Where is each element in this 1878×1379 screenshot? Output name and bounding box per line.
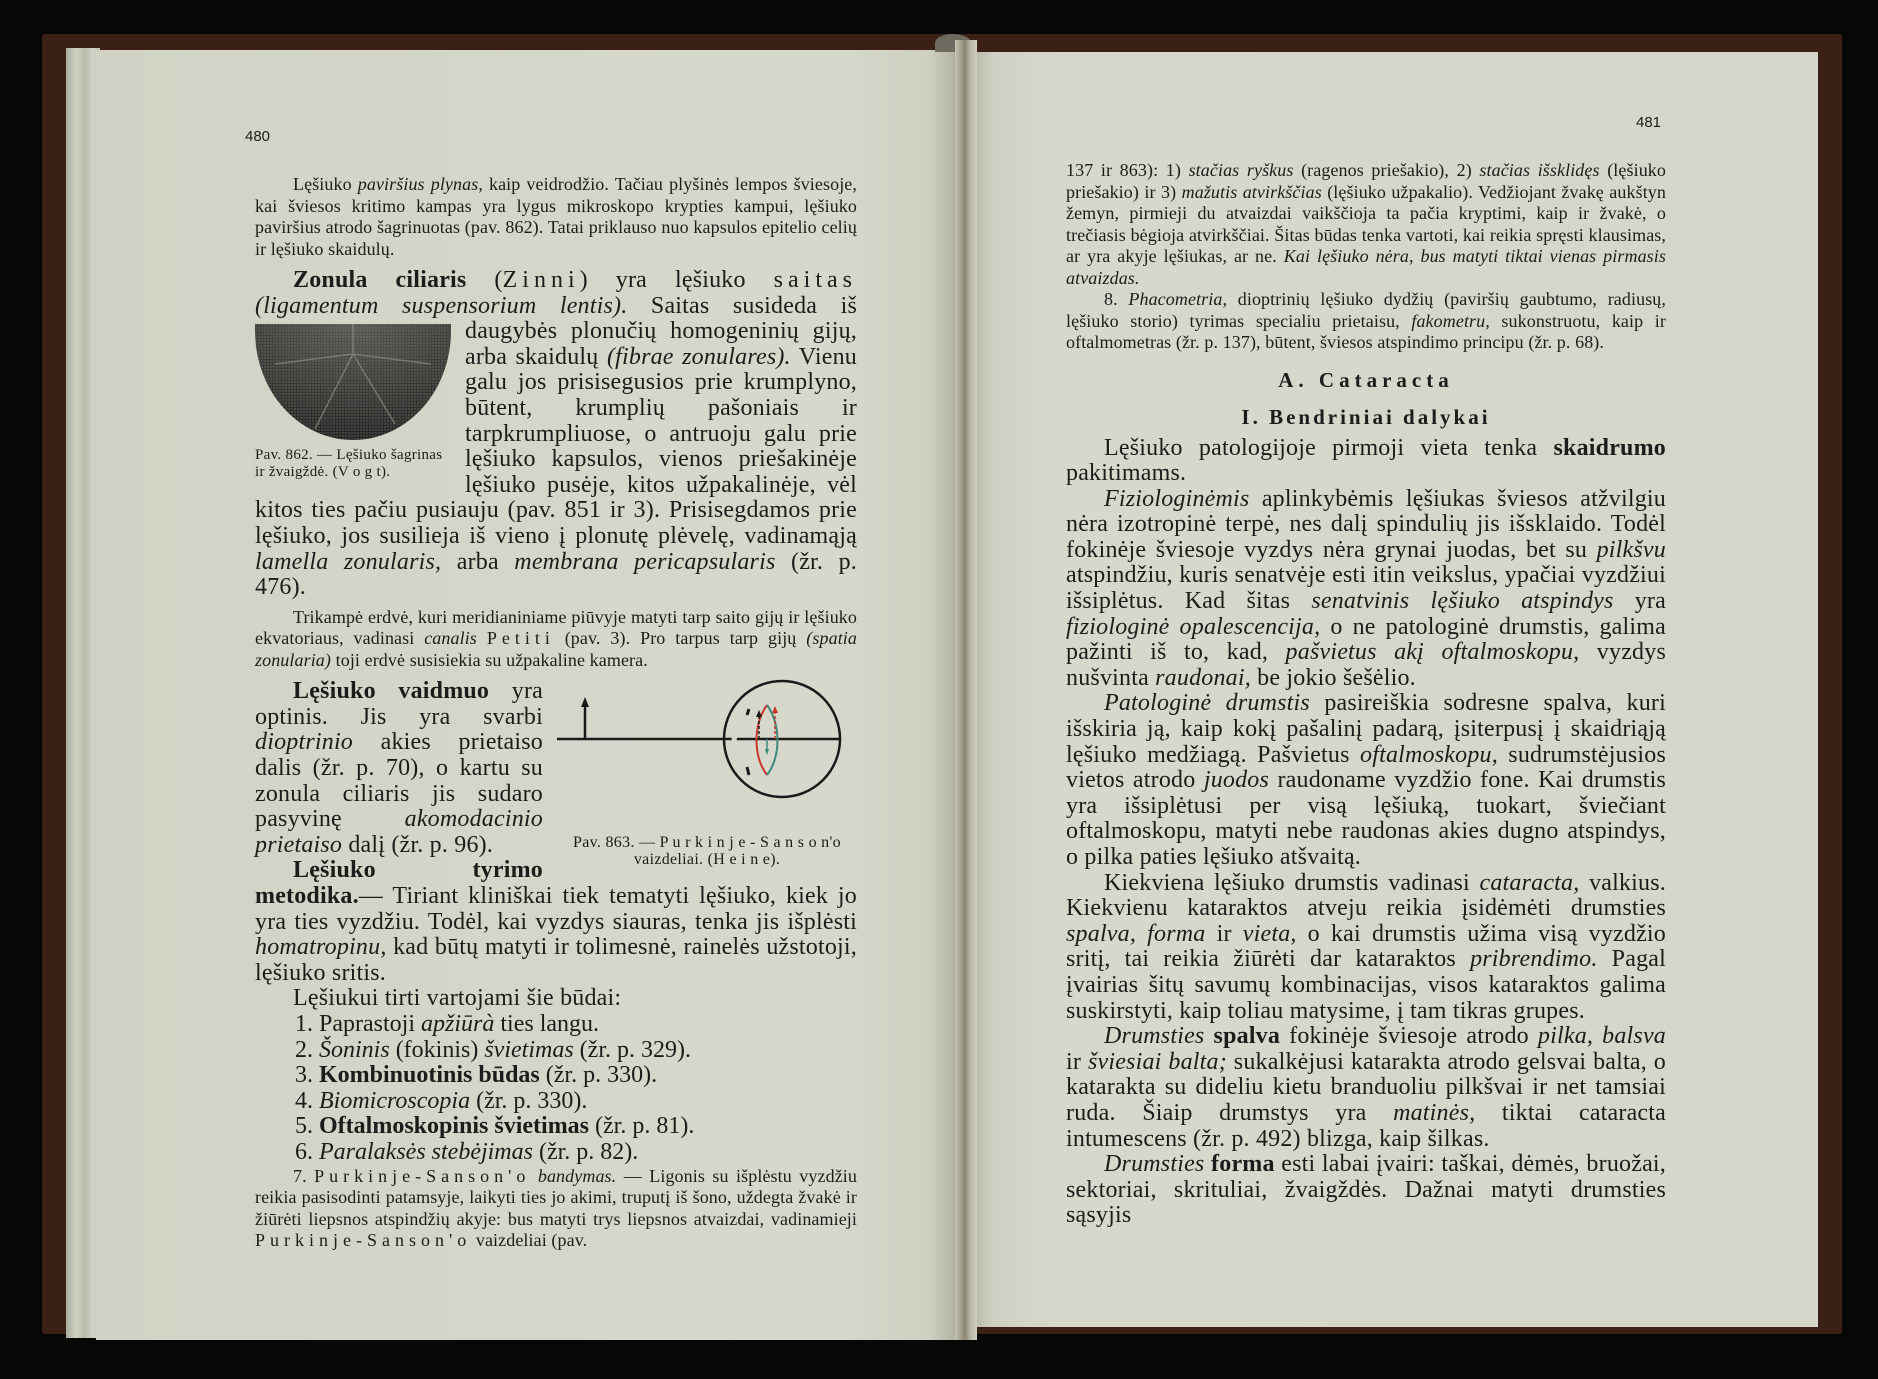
text-run: ir: [1205, 920, 1243, 947]
text-run: (žr. p. 329).: [573, 1036, 691, 1063]
book-gutter: [955, 40, 977, 1340]
purkinje-sanson-diagram: [557, 679, 857, 829]
text-run: vaizdeliai (pav.: [471, 1230, 588, 1250]
text-run: vyzdys nušvinta: [1066, 639, 1666, 691]
italic-term: cataracta,: [1479, 869, 1580, 896]
page-stack-edge: [66, 48, 100, 1338]
text-run: (fokinis): [389, 1036, 485, 1063]
italic-term: fakometru,: [1411, 310, 1490, 331]
text-run: pasireiškia sodresne spalva, kuri išskiria ją, kaip kokį pašalinį padarą, įsiterpusį į skaidriąją lęšiuko medžiagą. Pašvietus: [1066, 690, 1666, 768]
italic-term: pilka, balsva: [1537, 1023, 1667, 1050]
text-run: Lęšiuko patologijoje pirmoji vieta tenka: [1104, 434, 1554, 461]
italic-term: bandymas.: [537, 1165, 617, 1186]
italic-term: canalis: [424, 628, 477, 649]
italic-term: (ligamentum suspensorium lentis).: [255, 292, 628, 319]
paragraph-transparency: [1066, 436, 1666, 487]
method-item: [255, 1114, 857, 1140]
text-run: Kiekviena lęšiuko drumstis vadinasi: [1104, 869, 1480, 896]
method-item: [255, 1063, 857, 1089]
text-run: o kai drumstis užima visą vyzdžio sritį, tai reikia žiūrėti dar kataraktos: [1066, 920, 1666, 973]
italic-term: stačias ryškus: [1188, 160, 1294, 180]
text-run: (pav. 3). Pro tarpus tarp gijų: [554, 628, 807, 649]
text-run: Trikampė erdvė, kuri meridianiniame piūvyje matyti tarp saito gijų ir lęšiuko ekvatoriaus, vadinasi: [255, 606, 857, 649]
text-run: toji erdvė susisiekia su užpakaline kamera.: [331, 649, 648, 670]
italic-term: Drumsties: [1104, 1023, 1205, 1050]
italic-term: lamella zonularis,: [255, 548, 442, 575]
text-run: arba: [441, 548, 515, 575]
methods-list: [255, 1012, 857, 1166]
italic-term: Kai lęšiuko nėra, bus matyti tiktai vienas pirmasis atvaizdas.: [1066, 246, 1666, 288]
text-run: (lęšiuko priešakio) ir 3): [1066, 160, 1666, 202]
text-run: aplinkybėmis lęšiukas šviesos atžvilgiu nėra izotropinė terpė, nes dalį spindulių jis išsklaido. Todėl fokinėje šviesoje vyzdys nėra grynai juodas, bet su: [1066, 485, 1666, 563]
text-run: 5.: [295, 1113, 319, 1140]
paragraph-opacity-color: [1066, 1024, 1666, 1152]
figure-863-caption: Pav. 863. — P u r k i n j e - S a n s o n'o vaizdeliai. (H e i n e).: [573, 834, 841, 869]
italic-term: raudonai,: [1155, 664, 1251, 691]
text-run: ) yra lęšiuko: [579, 267, 774, 293]
paragraph-phacometria: [1066, 289, 1666, 354]
italic-term: pilkšvu: [1596, 536, 1666, 563]
bold-term: Lęšiuko vaidmuo: [293, 678, 490, 705]
text-run: esti labai įvairi: taškai, dėmės, bruožai, sektoriai, skrituliai, žvaigždės. Dažnai matyti drumsties sąsyjis: [1066, 1151, 1666, 1229]
paragraph-purkinje-images: [1066, 160, 1666, 289]
text-run: (ragenos priešakio), 2): [1293, 160, 1480, 180]
bold-term: Oftalmoskopinis švietimas: [319, 1113, 590, 1140]
italic-term: (spatia zonularia): [255, 628, 857, 670]
italic-term: pribrendimo.: [1470, 946, 1598, 973]
text-run: 6.: [295, 1138, 319, 1165]
paragraph-cataract-definition: [1066, 871, 1666, 1025]
paragraph-purkinje-sanson-test: [255, 1166, 857, 1252]
text-run: (lęšiuko užpakalio). Vedžiojant žvakę aukštyn žemyn, pirmieji du atvaizdai vaikščioja ta pačia kryptimi, kaip ir žvakė, o trečiasis bėgioja atvirkščiai. Šitas būdas tenka vartoti, kai reikia spręsti klausimas, ar yra akyje lęšiukas, ar ne.: [1066, 181, 1666, 266]
text-run: — Tiriant kliniškai tiek tematyti lęšiuko, kiek jo yra ties vyzdžiu. Todėl, kai vyzdys siauras, tenka jis išplėsti: [255, 882, 857, 935]
section-heading-cataracta: A. Cataracta: [1278, 367, 1454, 392]
text-run: (: [466, 267, 503, 293]
italic-term: akomodacinio prietaiso: [255, 806, 543, 858]
text-run: be jokio šešėlio.: [1250, 664, 1416, 691]
text-run: (žr. p. 330).: [470, 1087, 588, 1114]
text-run: 1. Paprastoji: [295, 1010, 421, 1037]
text-run: valkius. Kiekvienu kataraktos atveju reikia įsidėmėti drumsties: [1066, 869, 1666, 922]
italic-term: apžiūrà: [421, 1010, 495, 1037]
italic-term: pašvietus akį oftalmoskopu,: [1285, 639, 1580, 666]
text-run: Lęšiukui tirti vartojami šie būdai:: [293, 985, 622, 1012]
lens-shagreen-photo: [255, 324, 451, 442]
italic-term: vieta,: [1242, 920, 1297, 947]
paragraph-opacity-form: [1066, 1152, 1666, 1229]
italic-term: fiziologinė opalescencija,: [1066, 613, 1321, 640]
italic-term: Šoninis: [319, 1036, 390, 1063]
left-page-text: [255, 174, 857, 1252]
text-run: raudoname vyzdžio fone. Kai drumstis yra išsiplėtusi per visą lęšiuką, tuokart, šviečiant oftalmoskopu, matyti nebe raudonas akies dugno atspindys, o pilka paties lęšiuko atšvaitą.: [1066, 767, 1666, 870]
bold-term: spalva: [1213, 1023, 1281, 1050]
page-number-left: 480: [245, 128, 271, 145]
text-run: 3.: [295, 1062, 319, 1089]
bold-term: Zonula ciliaris: [293, 267, 467, 293]
italic-term: Paralaksės stebėjimas: [319, 1138, 533, 1165]
method-item: [255, 1089, 857, 1115]
text-run: ties langu.: [494, 1010, 600, 1037]
italic-term: paviršius plynas: [357, 174, 479, 194]
paragraph-physiological: [1066, 487, 1666, 692]
italic-term: (fibrae zonulares).: [606, 343, 791, 370]
bold-term: Kombinuotinis būdas: [319, 1062, 540, 1089]
text-run: tiktai cataracta intumescens (žr. p. 492) blizga, kaip šilkas.: [1066, 1099, 1667, 1152]
italic-term: švietimas: [484, 1036, 574, 1063]
text-run: (žr. p. 476).: [255, 548, 857, 601]
text-run: (žr. p. 82).: [532, 1138, 639, 1165]
italic-term: Fiziologinėmis: [1104, 485, 1250, 512]
italic-term: Drumsties: [1104, 1151, 1205, 1178]
text-run: 137 ir 863): 1): [1066, 160, 1189, 180]
text-run: sukalkėjusi katarakta atrodo gelsvai balta, o katarakta su dideliu kietu branduoliu pilkšvai ir net tamsiai ruda. Šiaip drumstys yra: [1066, 1048, 1666, 1126]
italic-term: stačias išsklidęs: [1479, 160, 1600, 180]
italic-term: šviesiai balta;: [1087, 1048, 1227, 1075]
italic-term: Biomicroscopia: [319, 1087, 471, 1114]
spaced-name: Purkinje-Sanson'o: [255, 1230, 472, 1250]
text-run: yra: [1613, 588, 1666, 615]
bold-term: forma: [1211, 1151, 1275, 1178]
text-run: [477, 628, 487, 648]
text-run: 4.: [295, 1087, 319, 1114]
text-run: Vienu galu jos prisisegusios prie krumplyno, būtent, krumplių pašoniais ir tarpkrumpliuose, o antruoju galu prie lęšiuko kapsulos, vienos priešakinėje lęšiuko pusėje, kitos užpakalinėje, vėl kitos ties pačiu pusiauju (pav. 851 ir 3). Prisisegdamos prie lęšiuko, jos susilieja iš vieno į plonutę plėvelę, vadinamąją: [255, 343, 857, 549]
italic-term: senatvinis lęšiuko atspindys: [1311, 588, 1614, 615]
italic-term: oftalmoskopu,: [1360, 741, 1498, 768]
text-run: fokinėje šviesoje atrodo: [1280, 1023, 1538, 1050]
figure-862-caption: Pav. 862. — Lęšiuko šagrinas ir žvaigždė. (V o g t).: [255, 447, 443, 480]
spaced-name: Purkinje-Sanson'o: [314, 1165, 531, 1186]
italic-term: Patologinė drumstis: [1104, 690, 1310, 717]
bold-term: skaidrumo: [1553, 434, 1666, 461]
text-run: ir: [1066, 1048, 1088, 1075]
italic-term: Phacometria,: [1128, 289, 1228, 309]
text-run: Lęšiuko: [293, 174, 358, 194]
method-item: [255, 1140, 857, 1166]
right-page-text: [1066, 160, 1666, 1229]
text-run: Saitas susideda iš daugybės plonučių homogeninių gijų, arba skaidulų: [465, 292, 857, 370]
text-run: akies prietaiso dalis (žr. p. 70), o kartu su zonula ciliaris jis sudaro pasyvinę: [255, 729, 543, 833]
text-run: Pagal įvairias šitų savumų kombinacijas, visos kataraktos galima suskirstyti, kaip toliau matysime, į tam tikras grupes.: [1066, 946, 1666, 1024]
text-run: yra optinis. Jis yra svarbi: [255, 678, 543, 730]
text-run: (žr. p. 330).: [539, 1062, 658, 1089]
spaced-name: saitas: [773, 267, 857, 293]
text-run: [1204, 1023, 1213, 1049]
text-run: [530, 1166, 537, 1186]
paragraph-lens-examination-method: [255, 858, 857, 986]
text-run: — Ligonis su išplėstu vyzdžiu reikia pasisodinti patamsyje, laikyti ties jo akimi, truputį iš šono, uždegta žvakė ir žiūrėti liepsnos atspindžių akyje: bus matyti trys liepsnos atvaizdai, vadinamieji: [255, 1165, 857, 1229]
text-run: 8.: [1104, 289, 1129, 309]
text-run: o ne patologinė drumstis, galima pažinti iš to, kad,: [1066, 613, 1666, 666]
text-run: 2.: [295, 1036, 319, 1063]
text-run: sudrumstėjusios vietos atrodo: [1066, 741, 1666, 794]
paragraph-methods-intro: [255, 986, 857, 1012]
figure-862: [255, 324, 451, 481]
paragraph-canalis-petiti: [255, 607, 857, 672]
text-run: 7.: [293, 1165, 315, 1186]
text-run: kad būtų matyti ir tolimesnė, rainelės užstotoji, lęšiuko sritis.: [255, 934, 857, 986]
italic-term: dioptrinio: [255, 729, 354, 756]
text-run: atspindžiu, kuris senatvėje esti itin veikslus, ypačiai vyzdžiui išsiplėtus. Kad šitas: [1066, 562, 1666, 615]
paragraph-pathological: [1066, 691, 1666, 870]
text-run: dioptrinių lęšiuko dydžių (paviršių gaubtumo, radiusų, lęšiuko storio) tyrimas specialiu prietaisu,: [1066, 289, 1666, 331]
spaced-name: Petiti: [486, 628, 555, 649]
text-run: sukonstruotu, kaip ir oftalmometras (žr. p. 137), būtent, šviesos atspindimo principu (žr. p. 68).: [1066, 310, 1666, 352]
spaced-name: Zinni: [502, 267, 580, 293]
method-item: [255, 1038, 857, 1064]
text-run: pakitimams.: [1066, 460, 1187, 487]
italic-term: juodos: [1203, 767, 1270, 794]
italic-term: matinės,: [1393, 1099, 1476, 1126]
paragraph-lens-surface: [255, 174, 857, 260]
italic-term: membrana pericapsularis: [514, 548, 776, 575]
text-run: (žr. p. 81).: [589, 1113, 695, 1140]
method-item: [255, 1012, 857, 1038]
text-run: , kaip veidrodžio. Tačiau plyšinės lempos šviesoje, kai šviesos kritimo kampas yra lygus mikroskopo krypties kampui, lęšiuko paviršius atrodo šagrinuotas (pav. 862). Tatai priklauso nuo kapsulos epitelio celių ir lęšiuko skaidulų.: [255, 174, 857, 259]
italic-term: mažutis atvirkščias: [1181, 181, 1322, 202]
bold-term: Lęšiuko tyrimo metodika.: [255, 857, 543, 909]
subsection-heading-general: I. Bendriniai dalykai: [1241, 404, 1491, 429]
italic-term: spalva, forma: [1066, 920, 1206, 947]
text-run: dalį (žr. p. 96).: [342, 831, 494, 858]
figure-863: [557, 679, 857, 868]
page-number-right: 481: [1636, 114, 1662, 131]
italic-term: homatropinu,: [255, 934, 387, 961]
